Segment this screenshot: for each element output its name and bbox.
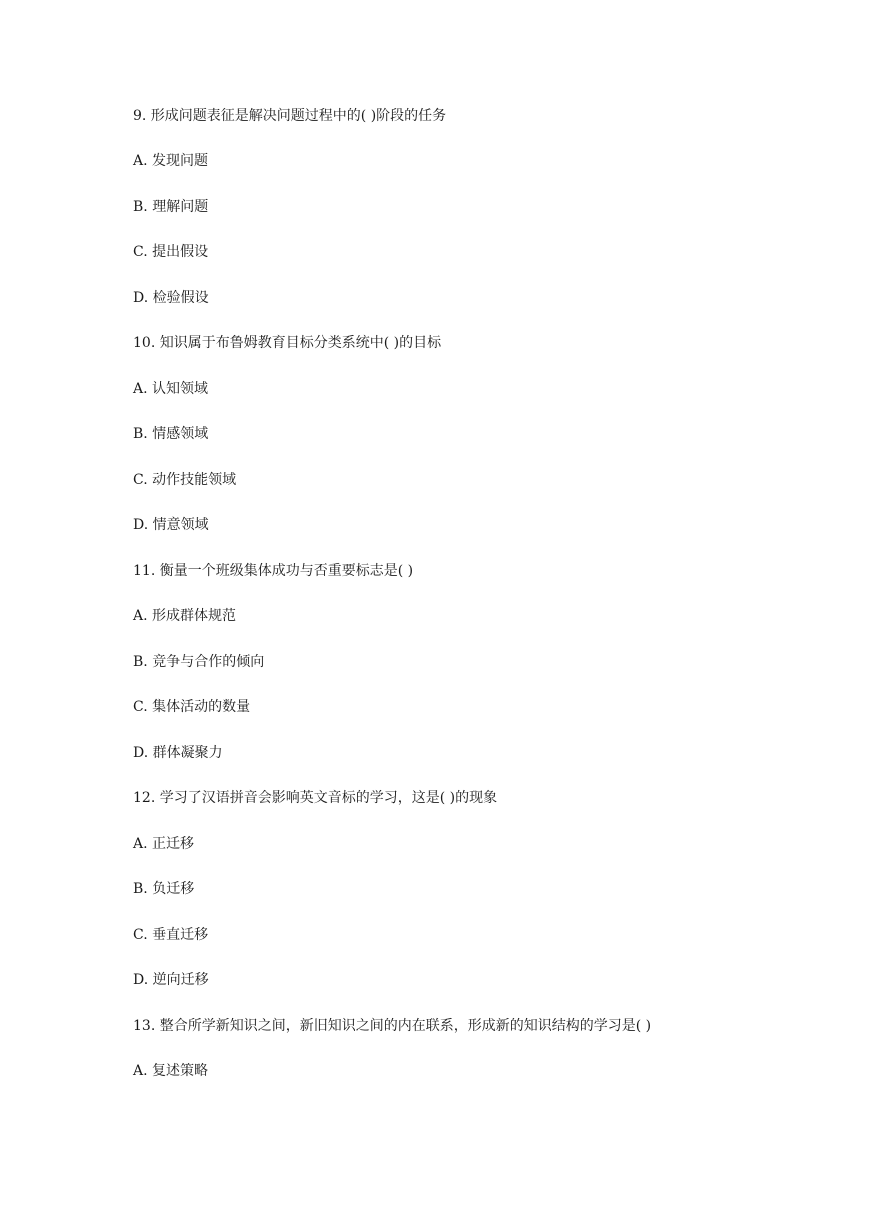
question-10-option-d: D. 情意领域	[133, 517, 209, 533]
question-11-option-b: B. 竞争与合作的倾向	[133, 654, 265, 670]
question-9-option-d: D. 检验假设	[133, 290, 209, 306]
question-11-stem: 11. 衡量一个班级集体成功与否重要标志是( )	[133, 563, 414, 579]
question-9-option-b: B. 理解问题	[133, 199, 209, 215]
question-11-option-d: D. 群体凝聚力	[133, 745, 223, 761]
question-12-option-b: B. 负迁移	[133, 881, 195, 897]
question-10-option-a: A. 认知领域	[133, 381, 209, 397]
question-10-option-b: B. 情感领域	[133, 426, 209, 442]
question-9-option-a: A. 发现问题	[133, 153, 209, 169]
question-11-option-c: C. 集体活动的数量	[133, 699, 251, 715]
question-9-stem: 9. 形成问题表征是解决问题过程中的( )阶段的任务	[133, 108, 447, 124]
question-12-option-a: A. 正迁移	[133, 836, 195, 852]
question-9-option-c: C. 提出假设	[133, 244, 209, 260]
question-10-option-c: C. 动作技能领域	[133, 472, 237, 488]
question-12-option-d: D. 逆向迁移	[133, 972, 209, 988]
question-12-stem: 12. 学习了汉语拼音会影响英文音标的学习，这是( )的现象	[133, 790, 498, 806]
question-11-option-a: A. 形成群体规范	[133, 608, 237, 624]
question-12-option-c: C. 垂直迁移	[133, 927, 209, 943]
question-10-stem: 10. 知识属于布鲁姆教育目标分类系统中( )的目标	[133, 335, 442, 351]
question-13-stem: 13. 整合所学新知识之间，新旧知识之间的内在联系，形成新的知识结构的学习是( )	[133, 1018, 652, 1034]
question-13-option-a: A. 复述策略	[133, 1063, 209, 1079]
